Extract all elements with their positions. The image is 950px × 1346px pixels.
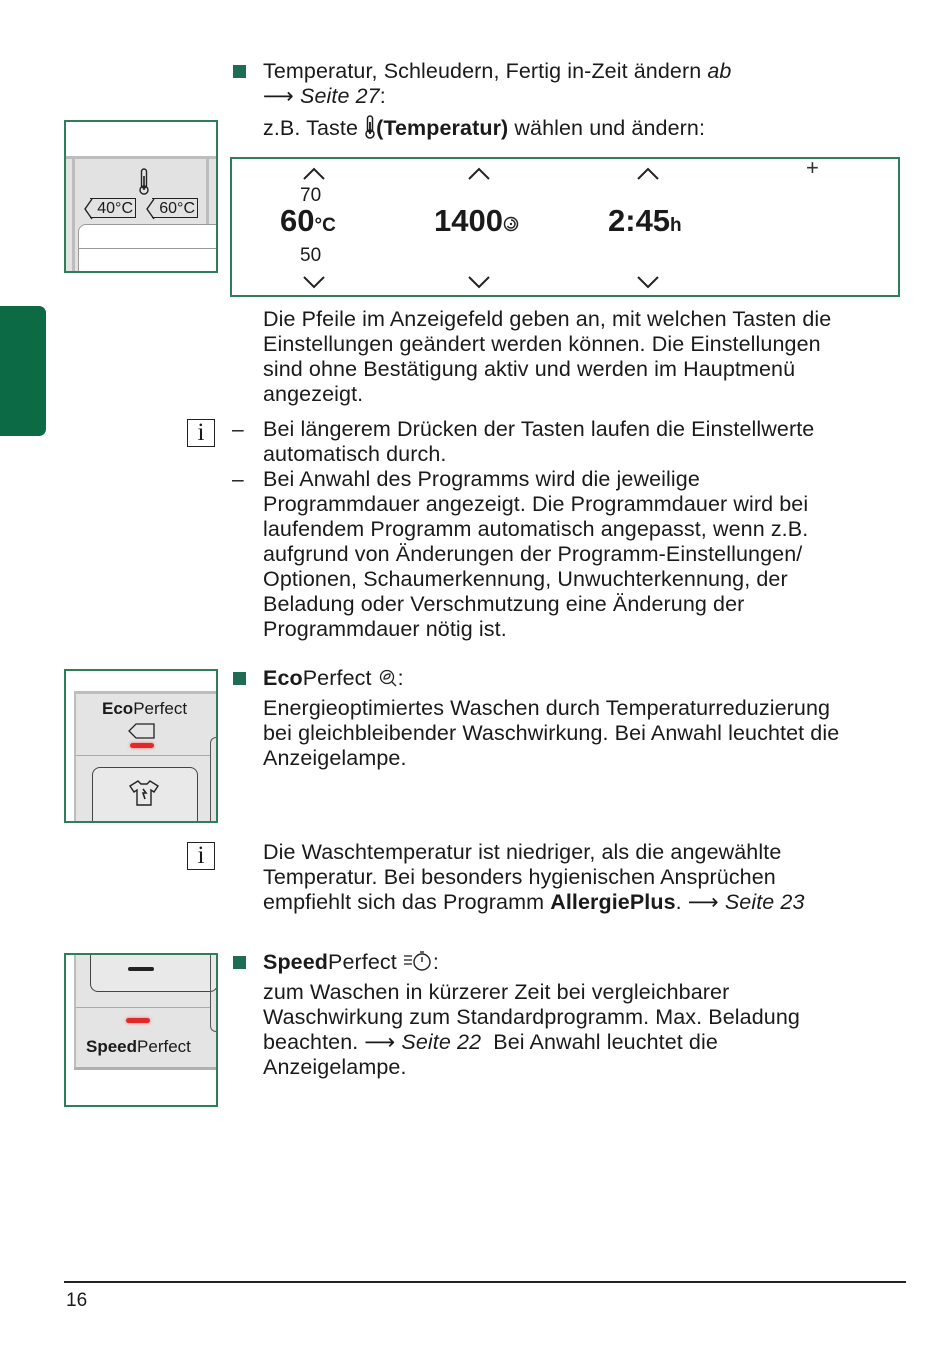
page-reference[interactable]: Seite 23 <box>718 890 805 914</box>
page-reference[interactable]: Seite 22 <box>395 1030 482 1054</box>
chapter-tab <box>0 306 46 436</box>
label-60c: 60°C <box>152 198 198 218</box>
section1-line3: z.B. Taste (Temperatur) wählen und ändern: <box>263 116 706 140</box>
page-reference[interactable]: Seite 27 <box>293 84 380 108</box>
speedperfect-description: zum Waschen in kürzerer Zeit bei vergleichbarer Waschwirkung zum Standardprogramm. Max. Beladung beachten. ⟶ Seite 22 Bei Anwahl leuchtet die Anzeigelampe. <box>263 980 800 1079</box>
label-40c: 40°C <box>90 198 136 218</box>
chevron-up-icon[interactable] <box>467 167 491 181</box>
section1-line2: ⟶ Seite 27: <box>263 84 386 108</box>
thermometer-icon <box>138 168 150 196</box>
info2-text: Die Waschtemperatur ist niedriger, als die angewählte Temperatur. Bei besonders hygienischen Ansprüchen empfiehlt sich das Programm AllergiePlus. ⟶ Seite 23 <box>263 840 805 914</box>
temperature-up-value: 70 <box>300 185 322 206</box>
eco-tag-icon <box>128 723 156 739</box>
spin-value: 1400 <box>434 203 519 239</box>
chevron-up-icon[interactable] <box>302 167 326 181</box>
temperature-down-value: 50 <box>300 245 322 266</box>
time-value: 2:45h <box>608 203 682 238</box>
chevron-down-icon[interactable] <box>302 275 326 289</box>
temperature-value: 60°C <box>280 203 336 238</box>
speedperfect-title: SpeedPerfect : <box>263 950 439 974</box>
ecoperfect-title: EcoPerfect : <box>263 666 404 690</box>
speedperfect-panel-label: SpeedPerfect <box>86 1037 191 1056</box>
upper-button[interactable] <box>90 953 218 992</box>
indicator-lamp <box>126 1018 150 1023</box>
shirt-icon <box>128 779 160 807</box>
chevron-up-icon[interactable] <box>636 167 660 181</box>
spin-icon <box>503 216 519 232</box>
info-icon: i <box>187 419 215 447</box>
speed-clock-icon <box>403 950 433 972</box>
display-panel <box>230 157 900 297</box>
footer-divider <box>64 1281 906 1283</box>
minus-icon <box>128 967 154 971</box>
dash-marker: – <box>232 468 244 491</box>
eco-leaf-icon <box>378 668 398 688</box>
dash-marker: – <box>232 418 244 441</box>
bullet-square <box>233 65 246 78</box>
section1-line1: Temperatur, Schleudern, Fertig in-Zeit ändern ab <box>263 59 732 83</box>
bullet-square <box>233 956 246 969</box>
indicator-lamp <box>130 743 154 748</box>
paragraph-arrows: Die Pfeile im Anzeigefeld geben an, mit welchen Tasten die Einstellungen geändert werden können. Die Einstellungen sind ohne Bestätigung aktiv und werden im Hauptmenü angezeigt. <box>263 307 832 406</box>
ecoperfect-panel-label: EcoPerfect <box>102 699 188 718</box>
info-icon: i <box>187 842 215 870</box>
info1-item1: Bei längerem Drücken der Tasten laufen die Einstellwerte automatisch durch. <box>263 417 815 466</box>
ecoperfect-description: Energieoptimiertes Waschen durch Temperaturreduzierung bei gleichbleibender Waschwirkung. Bei Anwahl leuchtet die Anzeigelampe. <box>263 696 840 770</box>
bullet-square <box>233 672 246 685</box>
info1-item2: Bei Anwahl des Programms wird die jeweilige Programmdauer angezeigt. Die Programmdauer wird bei laufendem Programm automatisch angepasst, wenn z.B. aufgrund von Änderungen der Programm-Einstellungen/ Optionen, Schaumerkennung, Unwuchterkennung, der Beladung oder Verschmutzung eine Änderung der Programmdauer nötig ist. <box>263 467 809 641</box>
page-number: 16 <box>66 1290 88 1311</box>
plus-mark: + <box>806 155 819 180</box>
temperature-button-illustration <box>64 120 218 273</box>
thermometer-icon <box>364 115 376 139</box>
left-triangle-icon <box>146 198 156 220</box>
chevron-down-icon[interactable] <box>467 275 491 289</box>
ecoperfect-button-illustration <box>64 669 218 823</box>
left-triangle-icon <box>84 198 94 220</box>
chevron-down-icon[interactable] <box>636 275 660 289</box>
speedperfect-button-illustration <box>64 953 218 1107</box>
